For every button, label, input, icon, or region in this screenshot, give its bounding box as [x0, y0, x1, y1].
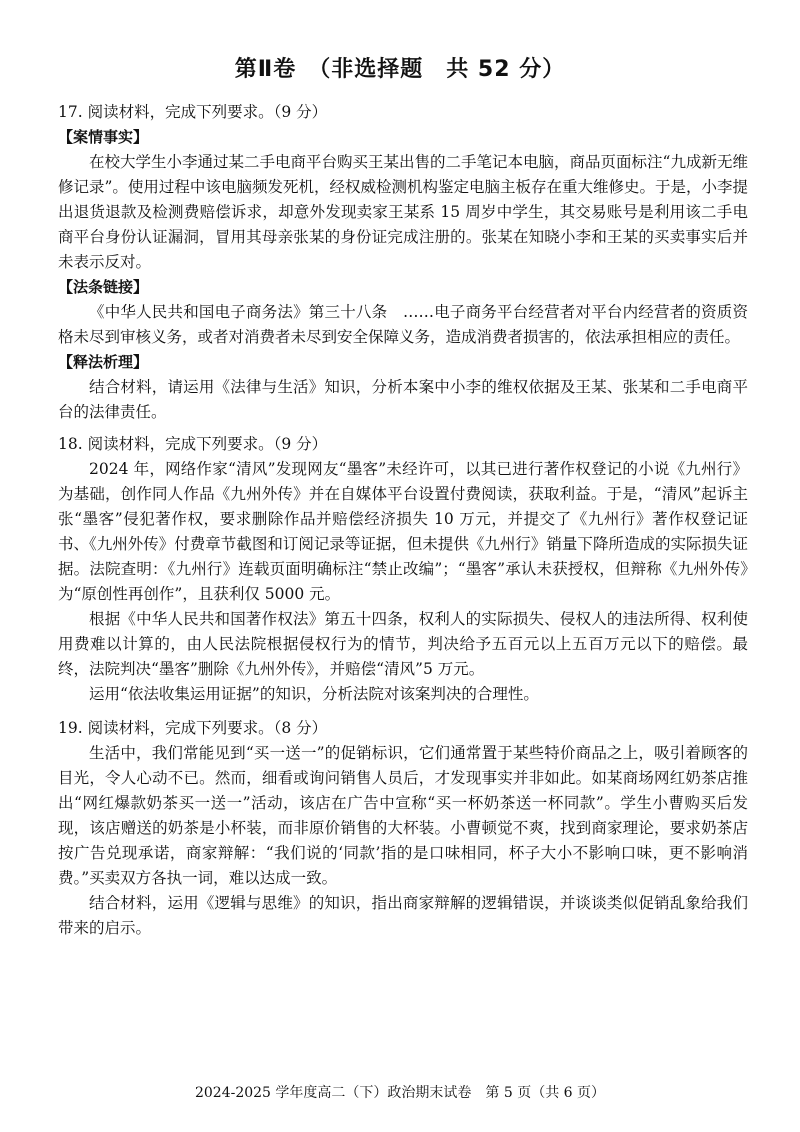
q17-case-text: 在校大学生小李通过某二手电商平台购买王某出售的二手笔记本电脑，商品页面标注“九成新无维修记录”。使用过程中该电脑频发死机，经权威检测机构鉴定电脑主板存在重大维修史。于是，小李提出退货退款及检测费赔偿诉求，却意外发现卖家王某系 15 周岁中学生，其交易账号是利用该二手电商平台身份认证漏洞，冒用其母亲张某的身份证完成注册的。张某在知晓小李和王某的买卖事实后并未表示反对。	[58, 153, 748, 271]
q17-case-tag: 【案情事实】	[58, 128, 149, 146]
page-footer: 2024-2025 学年度高二（下）政治期末试卷 第 5 页（共 6 页）	[194, 1085, 606, 1101]
q17-law-text: 《中华人民共和国电子商务法》第三十八条 ……电子商务平台经营者对平台内经营者的资质资格未尽到审核义务，或者对消费者未尽到安全保障义务，造成消费者损害的，依法承担相应的责任。	[58, 303, 748, 346]
q19-heading: 19. 阅读材料，完成下列要求。（8 分）	[58, 719, 328, 737]
question-17	[58, 100, 748, 425]
section-title: 第Ⅱ卷 （非选择题 共 52 分）	[234, 57, 566, 82]
q18-para1: 2024 年，网络作家“清风”发现网友“墨客”未经许可，以其已进行著作权登记的小说《九州行》为基础，创作同人作品《九州外传》并在自媒体平台设置付费阅读，获取利益。于是，“清风”起诉主张“墨客”侵犯著作权，要求删除作品并赔偿经济损失 10 万元，并提交了《九州行》著作权登记证书、《九州外传》付费章节截图和订阅记录等证据，但未提供《九州行》销量下降所造成的实际损失证据。法院查明：《九州行》连载页面明确标注“禁止改编”；“墨客”承认未获授权，但辩称《九州外传》为“原创性再创作”，且获利仅 5000 元。	[58, 460, 748, 603]
q17-analysis-tag: 【释法析理】	[58, 353, 149, 371]
q19-para1: 生活中，我们常能见到“买一送一”的促销标识，它们通常置于某些特价商品之上，吸引着顾客的目光，令人心动不已。然而，细看或询问销售人员后，才发现事实并非如此。如某商场网红奶茶店推出“网红爆款奶茶买一送一”活动，该店在广告中宣称“买一杯奶茶送一杯同款”。学生小曹购买后发现，该店赠送的奶茶是小杯装，而非原价销售的大杯装。小曹顿觉不爽，找到商家理论，要求奶茶店按广告兑现承诺，商家辩解：“我们说的‘同款’指的是口味相同，杯子大小不影响口味，更不影响消费。”买卖双方各执一词，难以达成一致。	[58, 744, 748, 887]
q17-analysis-text: 结合材料，请运用《法律与生活》知识，分析本案中小李的维权依据及王某、张某和二手电商平台的法律责任。	[58, 378, 748, 421]
q18-para3: 运用“依法收集运用证据”的知识，分析法院对该案判决的合理性。	[89, 685, 539, 703]
q18-heading: 18. 阅读材料，完成下列要求。（9 分）	[58, 435, 328, 453]
q17-law-tag: 【法条链接】	[58, 278, 149, 296]
q19-para2: 结合材料，运用《逻辑与思维》的知识，指出商家辩解的逻辑错误，并谈谈类似促销乱象给我们带来的启示。	[58, 894, 748, 937]
question-18	[58, 432, 748, 707]
q18-para2: 根据《中华人民共和国著作权法》第五十四条，权利人的实际损失、侵权人的违法所得、权利使用费难以计算的，由人民法院根据侵权行为的情节，判决给予五百元以上五百万元以下的赔偿。最终，法院判决“墨客”删除《九州外传》，并赔偿“清风”5 万元。	[58, 610, 748, 678]
question-19	[58, 716, 748, 941]
q17-heading: 17. 阅读材料，完成下列要求。（9 分）	[58, 103, 328, 121]
